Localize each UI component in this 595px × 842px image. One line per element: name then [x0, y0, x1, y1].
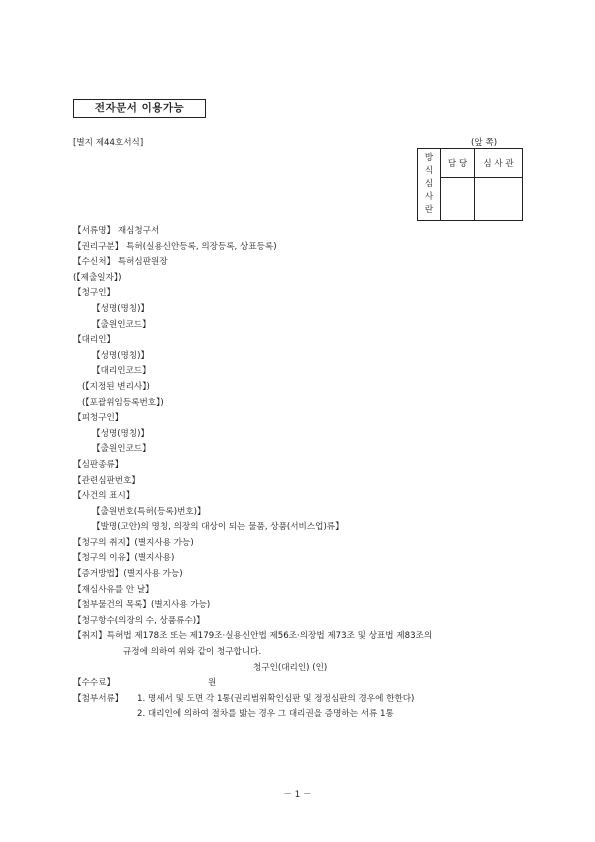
purpose-statement: 【취지】특허법 제178조 또는 제179조·실용신안법 제56조·의장법 제73조 및 상표법 제83조의 [73, 631, 433, 642]
review-col-staff: 담 당 [441, 149, 475, 178]
purpose-statement-continued: 규정에 의하여 위와 같이 청구합니다. [123, 647, 262, 658]
petitioner-name-field: 【성명(명칭)】 [92, 303, 150, 314]
claim-count-field: 【청구항수(의장의 수, 상품류수)】 [73, 615, 205, 626]
case-indication-section: 【사건의 표시】 [73, 491, 135, 502]
submission-date-field: (【제출일자】) [73, 272, 122, 283]
respondent-name-field: 【성명(명칭)】 [92, 428, 150, 439]
retrial-reason-date-field: 【재심사유를 안 날】 [73, 584, 154, 595]
review-col-examiner: 심 사 관 [475, 149, 523, 178]
agent-section: 【대리인】 [73, 335, 116, 346]
attachment-text: 1. 명세서 및 도면 각 1통(권리범위확인심판 및 정정심판의 경우에 한한다) [137, 693, 415, 704]
document-name-field: 【서류명】 재심청구서 [73, 226, 160, 236]
trial-type-field: 【심판종류】 [73, 459, 124, 470]
right-type-field: 【권리구분】 특허(실용신안등록, 의장등록, 상표등록) [73, 241, 277, 252]
evidence-field: 【증거방법】(별지사용 가능) [73, 569, 183, 580]
attachment-text: 2. 대리인에 의하여 절차를 밟는 경우 그 대리권을 증명하는 서류 1통 [137, 709, 394, 720]
attachment-item [73, 707, 543, 723]
related-trial-number-field: 【관련심판번호】 [73, 475, 140, 486]
petitioner-section: 【청구인】 [73, 288, 116, 299]
agent-name-field: 【성명(명칭)】 [92, 350, 150, 361]
page-side-label: (앞 쪽) [471, 138, 498, 148]
review-side-label: 방 식 심 사 란 [418, 149, 441, 221]
review-stamp-table [417, 148, 523, 221]
review-staff-sign-cell [441, 178, 475, 221]
claim-purpose-field: 【청구의 취지】(별지사용 가능) [73, 537, 194, 548]
power-of-attorney-field: (【포괄위임등록번호】) [82, 397, 164, 408]
claim-reason-field: 【청구의 이유】(별지사용) [73, 553, 175, 564]
respondent-section: 【피청구인】 [73, 413, 124, 424]
form-body [73, 224, 543, 723]
respondent-code-field: 【출원인코드】 [92, 444, 151, 455]
application-number-field: 【출원번호(특허(등록)번호)】 [92, 506, 206, 517]
invention-title-field: 【발명(고안)의 명칭, 의장의 대상이 되는 물품, 상품(서비스업)류】 [92, 522, 344, 533]
agent-code-field: 【대리인코드】 [92, 366, 151, 377]
attachments-label: 【첨부서류】 [73, 693, 124, 704]
review-examiner-sign-cell [475, 178, 523, 221]
fee-field [73, 676, 543, 692]
signature-line: 청구인(대리인) (인) [253, 662, 328, 673]
page-number: － 1 － [283, 790, 312, 800]
designated-attorney-field: (【지정된 변리사】) [82, 381, 150, 392]
electronic-document-banner: 전자문서 이용가능 [73, 99, 206, 118]
fee-label: 【수수료】 [73, 678, 116, 689]
attached-items-field: 【첨부물건의 목록】(별지사용 가능) [73, 600, 211, 611]
recipient-field: 【수신처】 특허심판원장 [73, 257, 168, 268]
fee-unit: 원 [208, 678, 217, 689]
attachment-item [73, 692, 543, 708]
petitioner-code-field: 【출원인코드】 [92, 319, 151, 330]
form-number-label: [별지 제44호서식] [73, 138, 144, 148]
